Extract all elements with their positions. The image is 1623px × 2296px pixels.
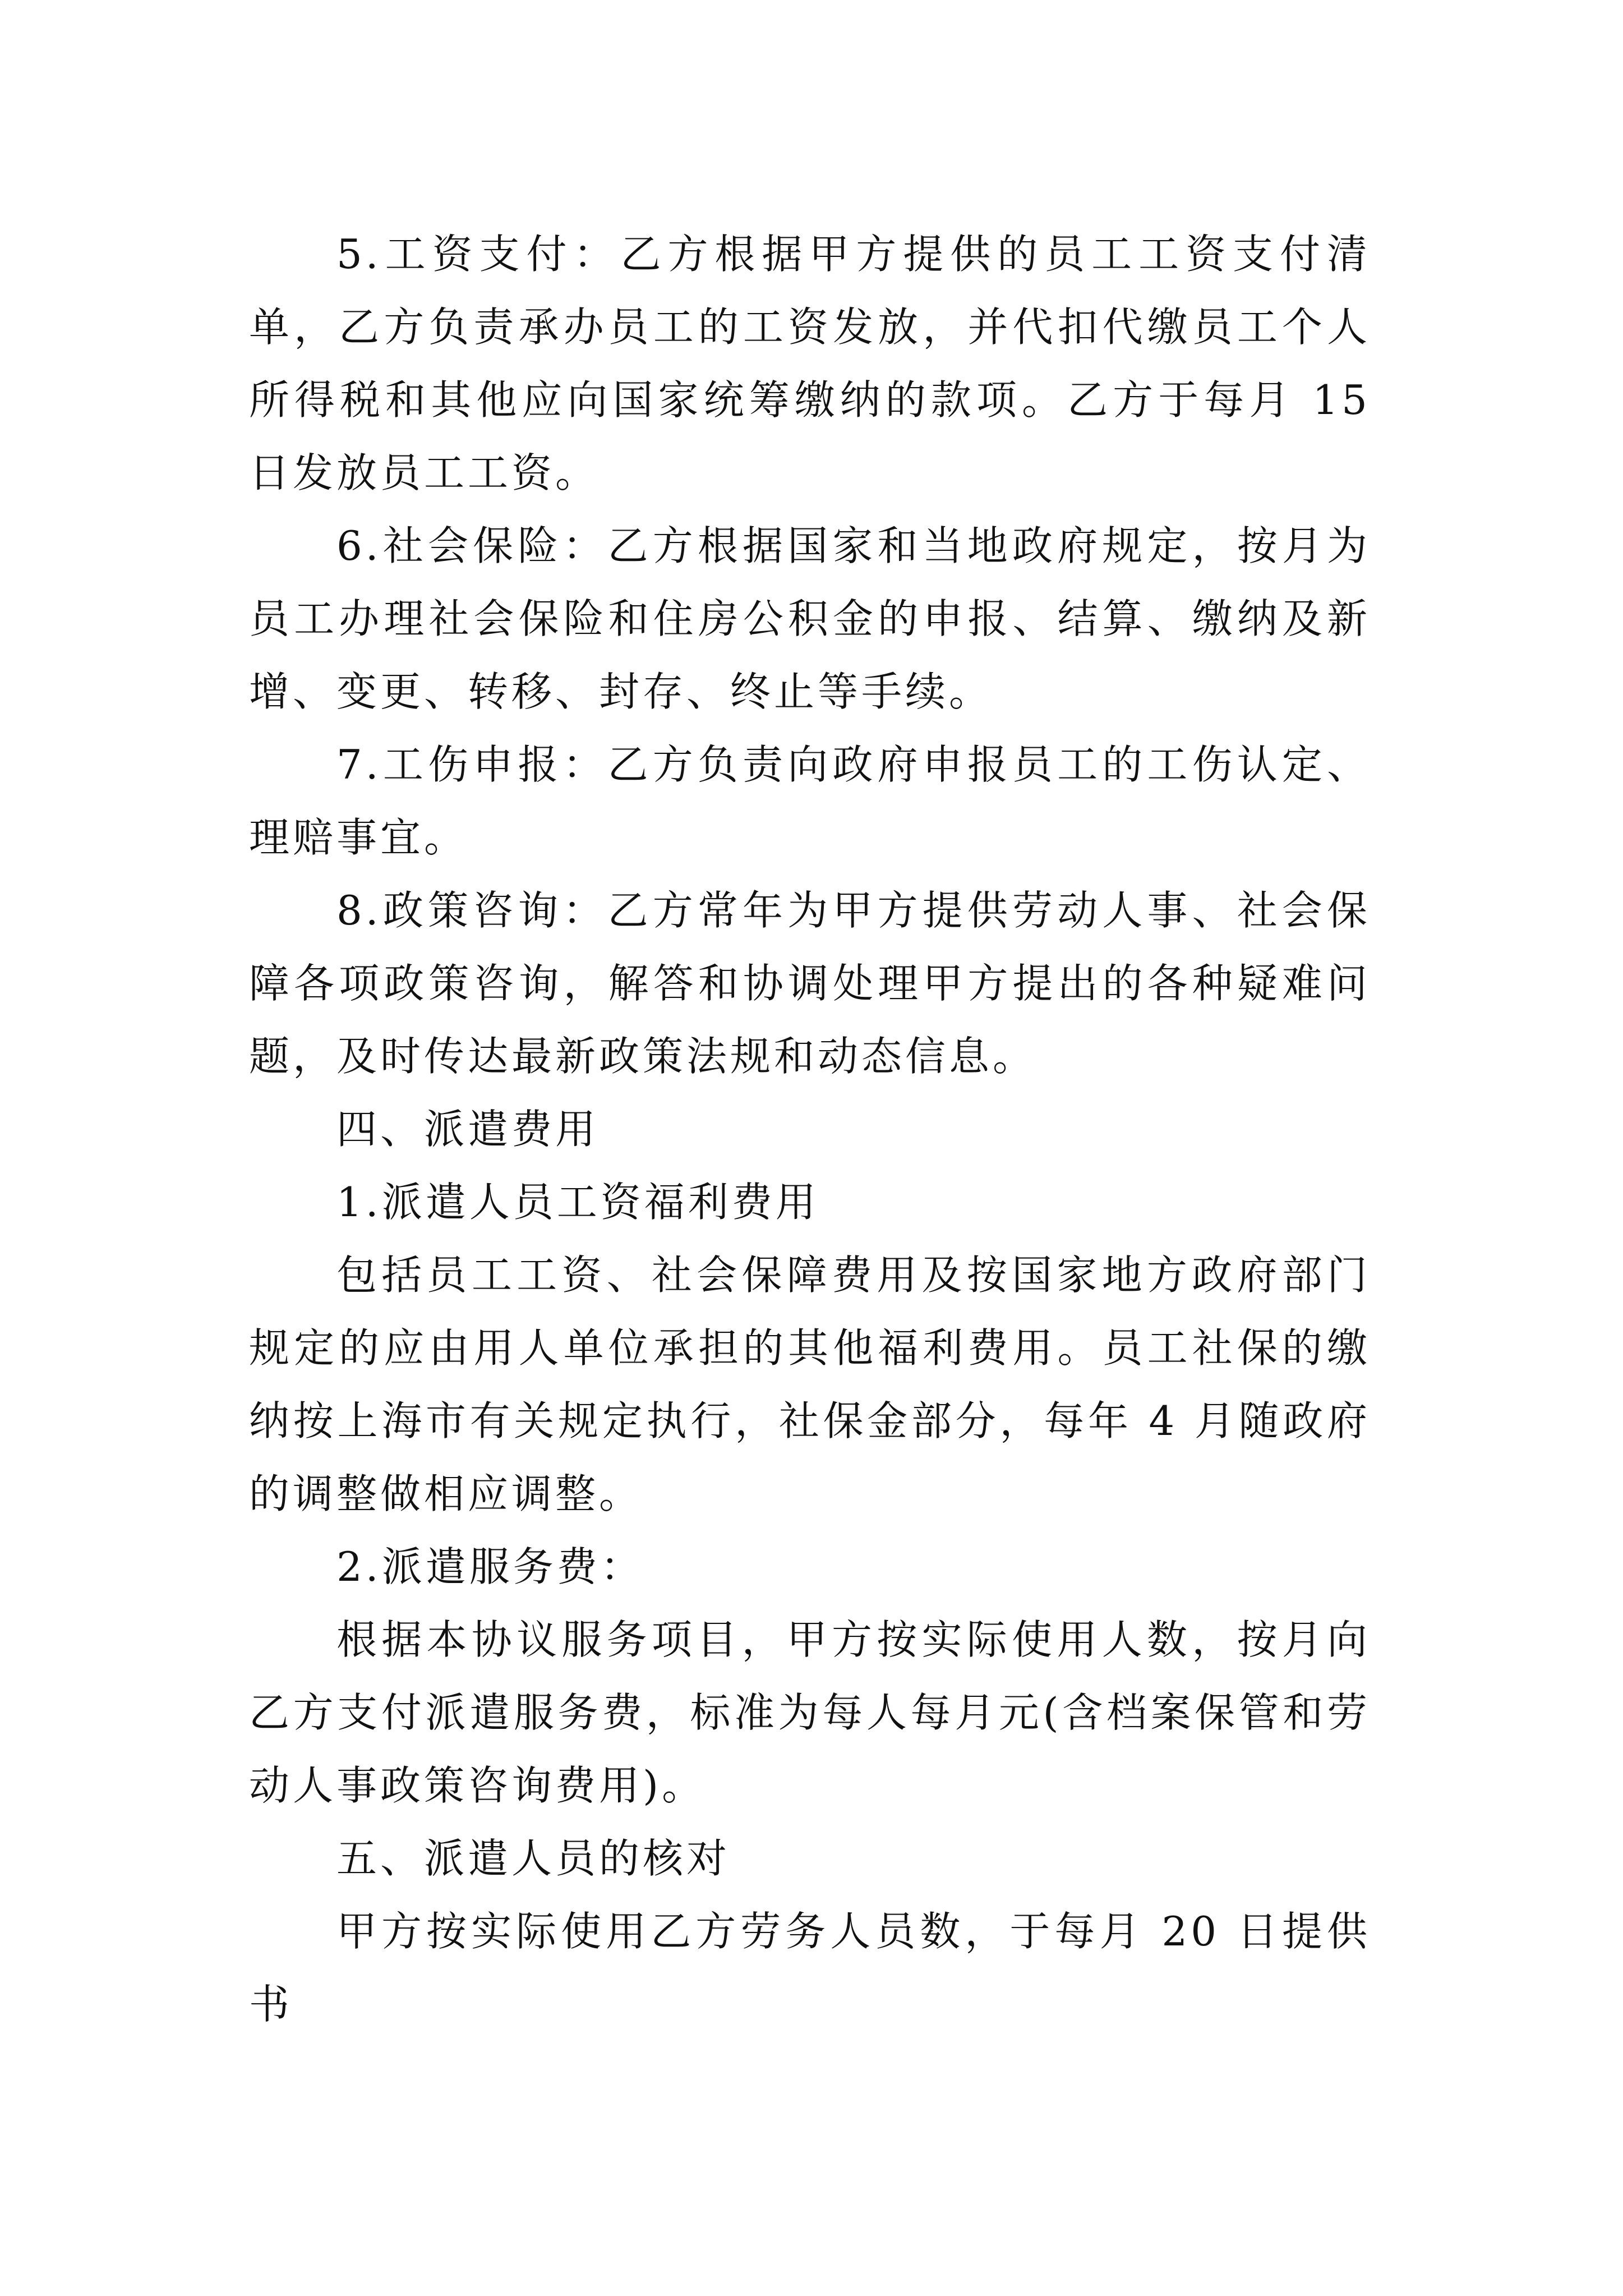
subheading-service-fee: 2.派遣服务费： [336,1543,644,1590]
paragraph-staff-verification: 甲方按实际使用乙方劳务人员数，于每月 20 日提供书 [249,1908,1371,2028]
paragraph-service-fee: 根据本协议服务项目，甲方按实际使用人数，按月向乙方支付派遣服务费，标准为每人每月元(含档案保管和劳动人事政策咨询费用)。 [249,1616,1371,1809]
section-heading-dispatch-fees: 四、派遣费用 [336,1106,600,1153]
paragraph-wage-benefits: 包括员工工资、社会保障费用及按国家地方政府部门规定的应由用人单位承担的其他福利费用。员工社保的缴纳按上海市有关规定执行，社保金部分，每年 4 月随政府的调整做相应调整。 [249,1251,1371,1517]
paragraph-work-injury: 7.工伤申报：乙方负责向政府申报员工的工伤认定、理赔事宜。 [249,741,1371,861]
paragraph-social-insurance: 6.社会保险：乙方根据国家和当地政府规定，按月为员工办理社会保险和住房公积金的申报、结算、缴纳及新增、变更、转移、封存、终止等手续。 [249,522,1371,715]
paragraph-wage-payment: 5.工资支付：乙方根据甲方提供的员工工资支付清单，乙方负责承办员工的工资发放，并代扣代缴员工个人所得税和其他应向国家统筹缴纳的款项。乙方于每月 15 日发放员工工资。 [249,231,1371,496]
paragraph-policy-consulting: 8.政策咨询：乙方常年为甲方提供劳动人事、社会保障各项政策咨询，解答和协调处理甲方提出的各种疑难问题，及时传达最新政策法规和动态信息。 [249,887,1371,1080]
section-heading-staff-verification: 五、派遣人员的核对 [336,1835,731,1882]
document-body [249,218,1371,2041]
subheading-wage-benefits: 1.派遣人员工资福利费用 [336,1179,819,1226]
